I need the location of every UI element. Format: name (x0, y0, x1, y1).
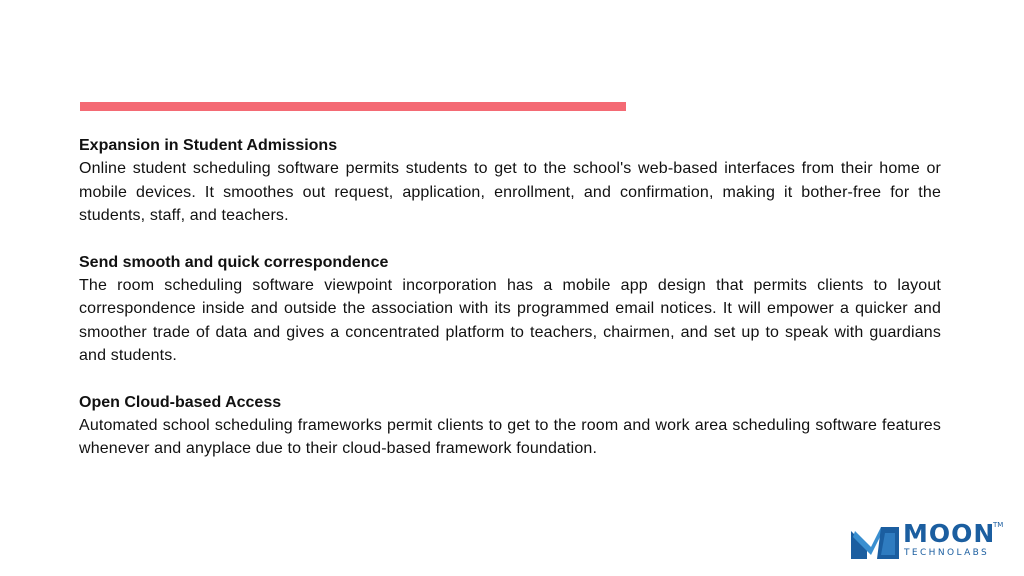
section-student-admissions (79, 134, 941, 228)
accent-bar (80, 102, 626, 111)
section-body: Online student scheduling software permits students to get to the school's web-based interfaces from their home or mobile devices. It smoothes out request, application, enrollment, and confirmation, making it bother-free for the students, staff, and teachers. (79, 160, 941, 225)
section-heading: Open Cloud-based Access (79, 393, 282, 411)
section-correspondence (79, 251, 941, 368)
section-body: Automated school scheduling frameworks permit clients to get to the room and work area scheduling software features whenever and anyplace due to their cloud-based framework foundation. (79, 417, 941, 458)
logo-trademark: TM (993, 521, 1004, 529)
main-content (79, 134, 941, 484)
section-body: The room scheduling software viewpoint incorporation has a mobile app design that permits clients to layout correspondence inside and outside the association with its programmed email notices. It will empower a quicker and smoother trade of data and gives a concentrated platform to teachers, chairmen, and set up to speak with guardians and students. (79, 277, 941, 365)
company-logo (851, 521, 1011, 561)
section-cloud-access (79, 391, 941, 461)
section-heading: Expansion in Student Admissions (79, 137, 338, 154)
section-heading: Send smooth and quick correspondence (79, 253, 389, 271)
logo-subtitle: TECHNOLABS (904, 548, 990, 558)
logo-wordmark: MOON (903, 519, 996, 548)
moon-technolabs-logo-icon (851, 523, 899, 559)
